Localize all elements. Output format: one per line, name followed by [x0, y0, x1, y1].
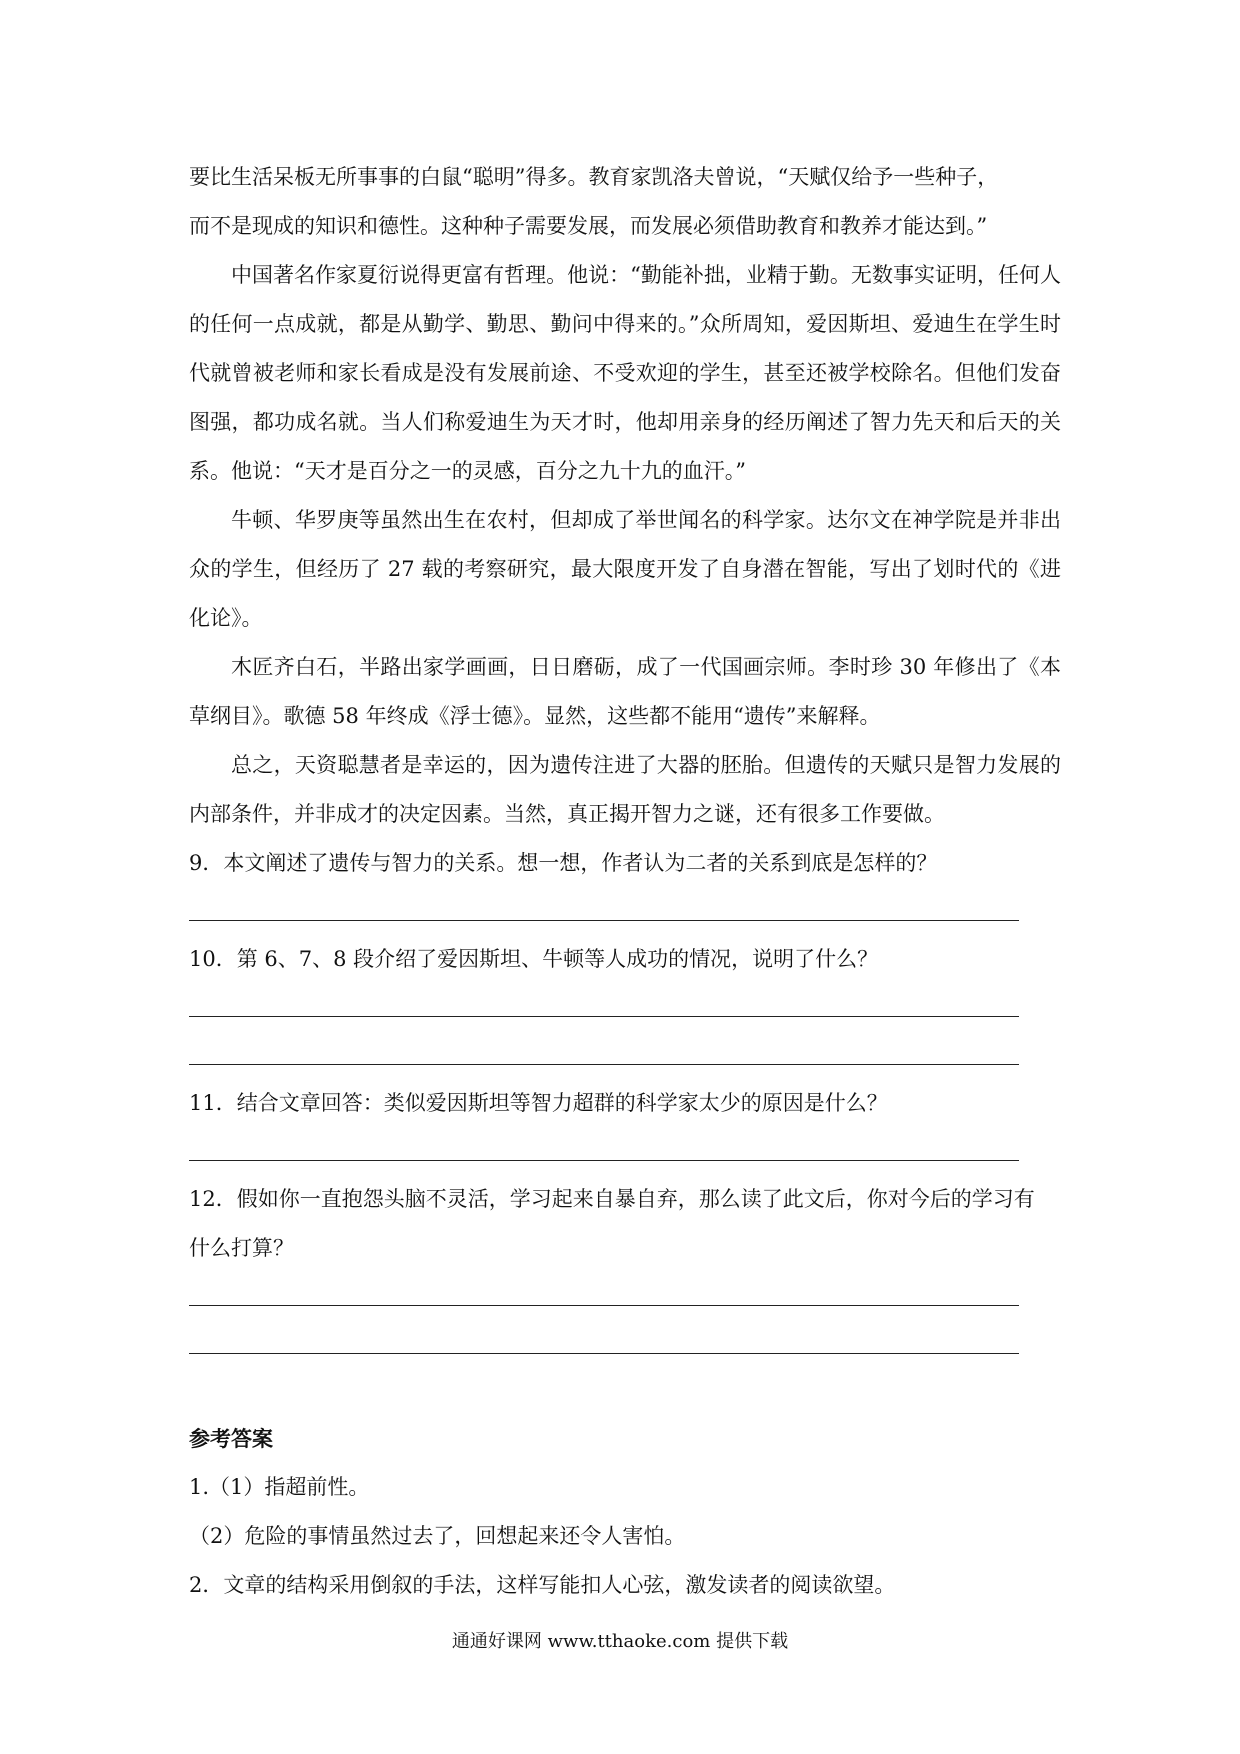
answer-1-part-2: （2）危险的事情虽然过去了，回想起来还令人害怕。 — [189, 1524, 686, 1548]
page-footer: 通通好课网 www.tthaoke.com 提供下载 — [451, 1631, 789, 1652]
passage-paragraph-1-line-2: 而不是现成的知识和德性。这种种子需要发展，而发展必须借助教育和教养才能达到。” — [189, 214, 988, 238]
answer-2: 2．文章的结构采用倒叙的手法，这样写能扣人心弦，激发读者的阅读欲望。 — [189, 1573, 896, 1597]
passage-paragraph-1-line-1: 要比生活呆板无所事事的白鼠“聪明”得多。教育家凯洛夫曾说，“天赋仅给予一些种子， — [189, 165, 999, 189]
answer-section-title: 参考答案 — [189, 1426, 273, 1451]
question-10: 10．第 6、7、8 段介绍了爱因斯坦、牛顿等人成功的情况，说明了什么？ — [189, 947, 879, 971]
passage-paragraph-5: 总之，天资聪慧者是幸运的，因为遗传注进了大器的胚胎。但遗传的天赋只是智力发展的内部条件，并非成才的决定因素。当然，真正揭开智力之谜，还有很多工作要做。 — [189, 753, 1061, 826]
question-12-line-2: 什么打算？ — [189, 1236, 294, 1260]
question-9: 9．本文阐述了遗传与智力的关系。想一想，作者认为二者的关系到底是怎样的？ — [189, 851, 938, 875]
question-12-line-1: 12．假如你一直抱怨头脑不灵活，学习起来自暴自弃，那么读了此文后，你对今后的学习有 — [189, 1187, 1035, 1211]
answer-1-part-1: 1.（1）指超前性。 — [189, 1475, 370, 1499]
document-content — [189, 153, 1061, 1610]
passage-paragraph-2: 中国著名作家夏衍说得更富有哲理。他说：“勤能补拙，业精于勤。无数事实证明，任何人的任何一点成就，都是从勤学、勤思、勤问中得来的。”众所周知，爱因斯坦、爱迪生在学生时代就曾被老师和家长看成是没有发展前途、不受欢迎的学生，甚至还被学校除名。但他们发奋图强，都功成名就。当人们称爱迪生为天才时，他却用亲身的经历阐述了智力先天和后天的关系。他说：“天才是百分之一的灵感，百分之九十九的血汗。” — [189, 263, 1061, 483]
question-11: 11．结合文章回答：类似爱因斯坦等智力超群的科学家太少的原因是什么？ — [189, 1091, 888, 1115]
passage-paragraph-3: 牛顿、华罗庚等虽然出生在农村，但却成了举世闻名的科学家。达尔文在神学院是并非出众的学生，但经历了 27 载的考察研究，最大限度开发了自身潜在智能，写出了划时代的《进化论》。 — [189, 508, 1061, 630]
passage-paragraph-4: 木匠齐白石，半路出家学画画，日日磨砺，成了一代国画宗师。李时珍 30 年修出了《本草纲目》。歌德 58 年终成《浮士德》。显然，这些都不能用“遗传”来解释。 — [189, 655, 1061, 728]
